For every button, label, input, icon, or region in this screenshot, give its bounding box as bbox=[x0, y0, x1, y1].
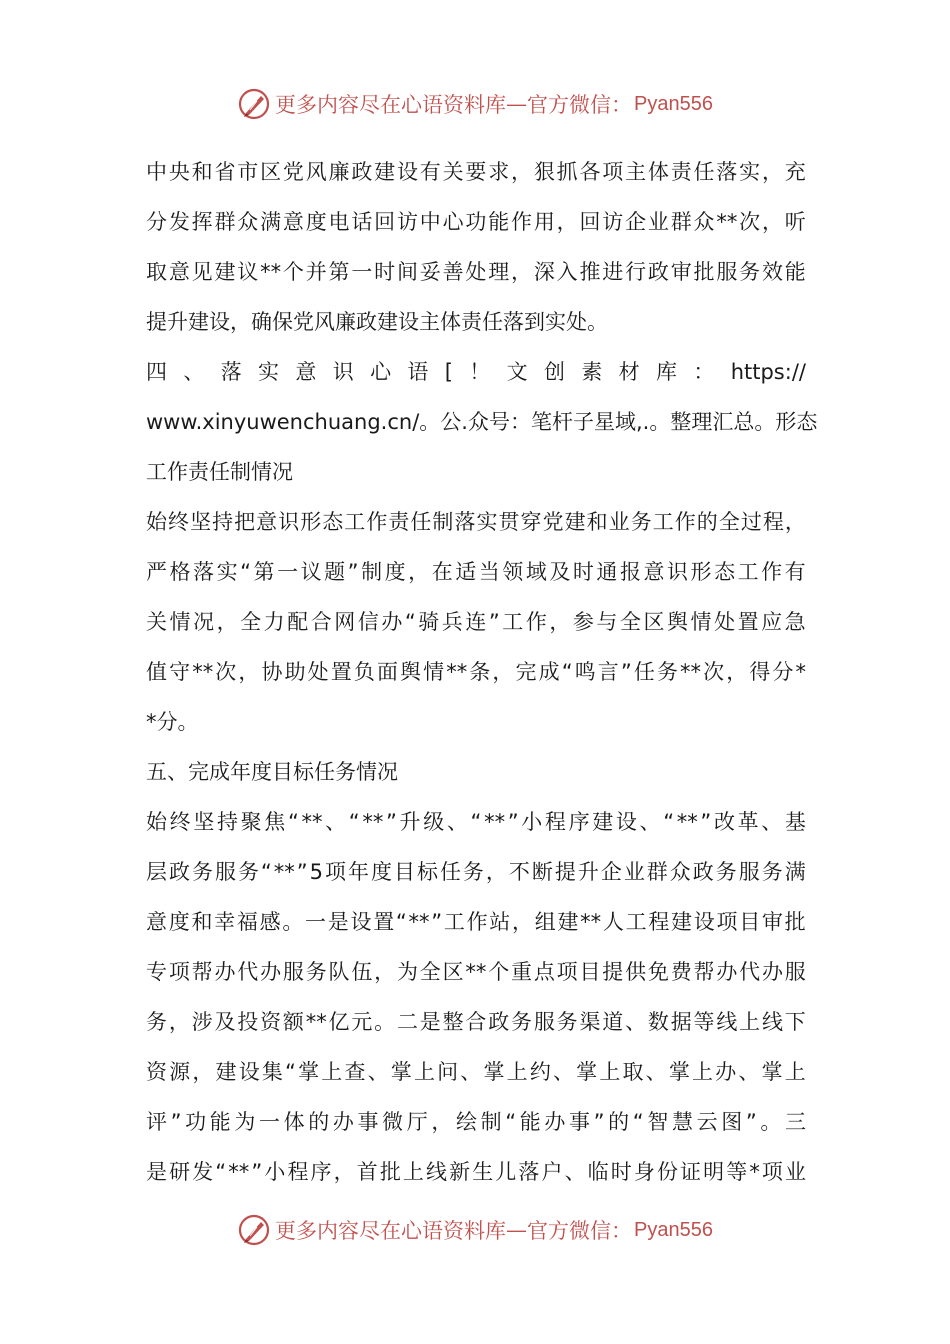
document-body bbox=[146, 147, 818, 1197]
watermark-brand: Pyan556 bbox=[634, 1218, 713, 1241]
body-line-3: 取 意 见 建 议 ** 个 并 第 一 时 间 妥 善 处 理 ， 深 入 推 进 行 政 审 批 服 务 效 能 bbox=[146, 260, 806, 284]
heading-4-glyph: 心 bbox=[370, 360, 392, 384]
body-line-8: 始 终 坚 持 把 意 识 形 态 工 作 责 任 制 落 实 贯 穿 党 建 和 业 务 工 作 的 全 过 程 ， bbox=[146, 510, 806, 534]
body-line-6: www.xinyuwenchuang.cn/ 。 公 . 众 号 ： 笔 杆 子 星 域 ,. 。 整 理 汇 总 。 形 态 bbox=[146, 410, 818, 434]
heading-4-glyph: ！ bbox=[469, 360, 491, 384]
heading-4-glyph: 创 bbox=[543, 360, 565, 384]
body-line-1: 中 央 和 省 市 区 党 风 廉 政 建 设 有 关 要 求 ， 狠 抓 各 项 主 体 责 任 落 实 ， 充 bbox=[146, 160, 806, 184]
watermark-separator: — bbox=[506, 1218, 528, 1242]
body-line-11: 值 守 ** 次 ， 协 助 处 置 负 面 舆 情 ** 条 ， 完 成 “ 鸣 言 ” 任 务 ** 次 ， 得 分 * bbox=[146, 660, 806, 684]
watermark-separator: — bbox=[506, 92, 528, 116]
heading-4-glyph: 语 bbox=[407, 360, 429, 384]
heading-4-glyph: 材 bbox=[618, 360, 640, 384]
body-line-9: 严 格 落 实 “ 第 一 议 题 ” 制 度 ， 在 适 当 领 域 及 时 通 报 意 识 形 态 工 作 有 bbox=[146, 560, 806, 584]
heading-4-glyph: 意 bbox=[295, 360, 317, 384]
body-line-7: 工作责任制情况 bbox=[146, 460, 293, 484]
heading-4-glyph: https:// bbox=[730, 360, 806, 384]
header-watermark bbox=[0, 84, 950, 124]
heading-4-glyph: 实 bbox=[258, 360, 280, 384]
body-line-18: 务 ， 涉 及 投 资 额 ** 亿 元 。 二 是 整 合 政 务 服 务 渠 道 、 数 据 等 线 上 线 下 bbox=[146, 1010, 806, 1034]
quill-pen-logo-icon bbox=[237, 87, 271, 121]
body-line-2: 分 发 挥 群 众 满 意 度 电 话 回 访 中 心 功 能 作 用 ， 回 访 企 业 群 众 ** 次 ， 听 bbox=[146, 210, 806, 234]
body-line-21: 是 研 发 “ ** ” 小 程 序 ， 首 批 上 线 新 生 儿 落 户 、 临 时 身 份 证 明 等 * 项 业 bbox=[146, 1160, 806, 1184]
footer-watermark bbox=[0, 1210, 950, 1250]
body-line-17: 专 项 帮 办 代 办 服 务 队 伍 ， 为 全 区 ** 个 重 点 项 目 提 供 免 费 帮 办 代 办 服 bbox=[146, 960, 806, 984]
watermark-brand: Pyan556 bbox=[634, 92, 713, 115]
body-line-15: 层 政 务 服 务 “ ** ” 5 项 年 度 目 标 任 务 ， 不 断 提 升 企 业 群 众 政 务 服 务 满 bbox=[146, 860, 806, 884]
body-line-20: 评 ” 功 能 为 一 体 的 办 事 微 厅 ， 绘 制 “ 能 办 事 ” 的 “ 智 慧 云 图 ” 。 三 bbox=[146, 1110, 806, 1134]
heading-4-glyph: 文 bbox=[506, 360, 528, 384]
heading-4-glyph: ： bbox=[693, 360, 715, 384]
body-line-16: 意 度 和 幸 福 感 。 一 是 设 置 “ ** ” 工 作 站 ， 组 建 ** 人 工 程 建 设 项 目 审 批 bbox=[146, 910, 806, 934]
heading-4-glyph: 、 bbox=[183, 360, 205, 384]
watermark-label: 官方微信： bbox=[527, 1219, 633, 1243]
heading-4-glyph: [ bbox=[444, 360, 453, 384]
heading-4-glyph: 素 bbox=[581, 360, 603, 384]
heading-4-glyph: 四 bbox=[146, 360, 167, 384]
body-line-12: *分。 bbox=[146, 710, 199, 734]
body-line-19: 资 源 ， 建 设 集 “ 掌 上 查 、 掌 上 问 、 掌 上 约 、 掌 上 取 、 掌 上 办 、 掌 上 bbox=[146, 1060, 806, 1084]
watermark-label: 官方微信： bbox=[527, 93, 633, 117]
section-heading-5: 五、完成年度目标任务情况 bbox=[146, 760, 398, 784]
body-line-14: 始 终 坚 持 聚 焦 “ ** 、 “ ** ” 升 级 、 “ ** ” 小 程 序 建 设 、 “ ** ” 改 革 、 基 bbox=[146, 810, 806, 834]
heading-4-glyph: 库 bbox=[656, 360, 678, 384]
heading-4-glyph: 识 bbox=[332, 360, 354, 384]
body-line-4: 提升建设，确保党风廉政建设主体责任落到实处。 bbox=[146, 310, 608, 334]
body-line-10: 关 情 况 ， 全 力 配 合 网 信 办 “ 骑 兵 连 ” 工 作 ， 参 与 全 区 舆 情 处 置 应 急 bbox=[146, 610, 806, 634]
watermark-main-text: 更多内容尽在心语资料库 bbox=[275, 93, 507, 117]
watermark-main-text: 更多内容尽在心语资料库 bbox=[275, 1219, 507, 1243]
section-heading-4 bbox=[146, 347, 806, 397]
heading-4-glyph: 落 bbox=[220, 360, 242, 384]
quill-pen-logo-icon bbox=[237, 1213, 271, 1247]
